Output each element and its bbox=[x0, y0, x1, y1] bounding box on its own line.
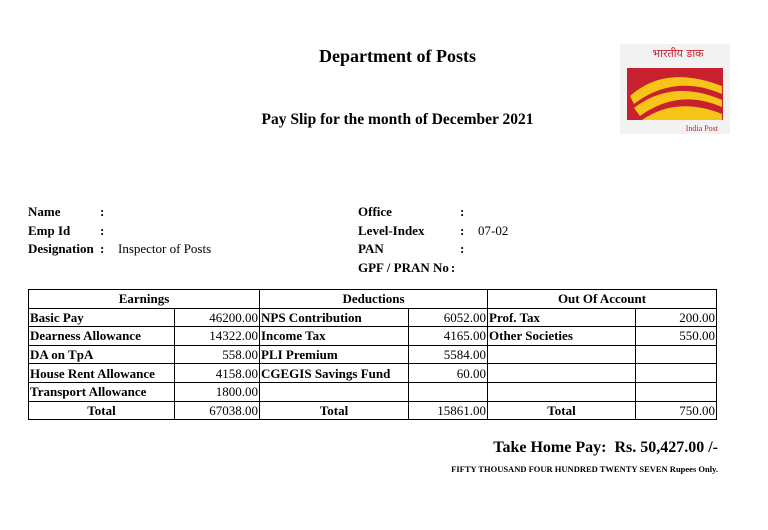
pan-label: PAN bbox=[358, 241, 384, 256]
table-row bbox=[29, 327, 717, 346]
out-of-account-total-value: 750.00 bbox=[636, 401, 717, 420]
deduction-value: 4165.00 bbox=[409, 327, 488, 346]
deductions-total-value: 15861.00 bbox=[409, 401, 488, 420]
gpf-colon: : bbox=[450, 259, 456, 275]
page-title: Department of Posts bbox=[319, 46, 476, 66]
deduction-label: Income Tax bbox=[260, 327, 409, 346]
deduction-value: 5584.00 bbox=[409, 345, 488, 364]
totals-row bbox=[29, 401, 717, 420]
designation-label: Designation bbox=[28, 241, 94, 256]
earning-value: 4158.00 bbox=[175, 364, 260, 383]
logo-english-text: India Post bbox=[685, 124, 718, 133]
level-colon: : bbox=[460, 222, 465, 238]
take-home-value: Rs. 50,427.00 /- bbox=[614, 439, 718, 456]
deduction-value bbox=[409, 382, 488, 401]
earning-label: House Rent Allowance bbox=[29, 364, 175, 383]
take-home-pay bbox=[493, 439, 718, 457]
deduction-label bbox=[260, 382, 409, 401]
amount-in-words: FIFTY THOUSAND FOUR HUNDRED TWENTY SEVEN Rupees Only. bbox=[451, 464, 718, 474]
designation-colon: : bbox=[100, 241, 105, 256]
earning-label: Basic Pay bbox=[29, 308, 175, 327]
out-of-account-value bbox=[636, 345, 717, 364]
gpf-label: GPF / PRAN No bbox=[358, 259, 449, 275]
logo-hindi-text: भारतीय डाक bbox=[652, 47, 704, 60]
level-label: Level-Index bbox=[358, 222, 425, 238]
pan-colon: : bbox=[460, 241, 465, 256]
deduction-value: 60.00 bbox=[409, 364, 488, 383]
deductions-total-label: Total bbox=[260, 401, 409, 420]
designation-value: Inspector of Posts bbox=[118, 241, 212, 256]
out-of-account-label bbox=[488, 345, 636, 364]
deductions-header: Deductions bbox=[260, 290, 488, 309]
out-of-account-value bbox=[636, 364, 717, 383]
table-row bbox=[29, 382, 717, 401]
out-of-account-value: 550.00 bbox=[636, 327, 717, 346]
table-header-row bbox=[29, 290, 717, 309]
deduction-value: 6052.00 bbox=[409, 308, 488, 327]
deduction-label: CGEGIS Savings Fund bbox=[260, 364, 409, 383]
table-row bbox=[29, 308, 717, 327]
out-of-account-label bbox=[488, 382, 636, 401]
earning-value: 46200.00 bbox=[175, 308, 260, 327]
office-label: Office bbox=[358, 204, 392, 219]
out-of-account-value bbox=[636, 382, 717, 401]
employee-info-right bbox=[358, 203, 658, 277]
out-of-account-label bbox=[488, 364, 636, 383]
earnings-total-value: 67038.00 bbox=[175, 401, 260, 420]
out-of-account-label: Prof. Tax bbox=[488, 308, 636, 327]
employee-info-left bbox=[28, 203, 348, 259]
earnings-total-label: Total bbox=[29, 401, 175, 420]
india-post-logo-icon bbox=[620, 44, 730, 134]
empid-label: Emp Id bbox=[28, 222, 71, 238]
out-of-account-total-label: Total bbox=[488, 401, 636, 420]
take-home-label: Take Home Pay: bbox=[493, 439, 607, 456]
level-value: 07-02 bbox=[478, 222, 509, 238]
empid-colon: : bbox=[100, 222, 105, 238]
office-colon: : bbox=[460, 204, 465, 219]
pay-table bbox=[28, 289, 717, 420]
earning-value: 1800.00 bbox=[175, 382, 260, 401]
earnings-header: Earnings bbox=[29, 290, 260, 309]
name-label: Name bbox=[28, 204, 61, 219]
deduction-label: NPS Contribution bbox=[260, 308, 409, 327]
out-of-account-label: Other Societies bbox=[488, 327, 636, 346]
table-row bbox=[29, 364, 717, 383]
out-of-account-header: Out Of Account bbox=[488, 290, 717, 309]
out-of-account-value: 200.00 bbox=[636, 308, 717, 327]
earning-label: DA on TpA bbox=[29, 345, 175, 364]
earning-value: 14322.00 bbox=[175, 327, 260, 346]
deduction-label: PLI Premium bbox=[260, 345, 409, 364]
name-colon: : bbox=[100, 204, 105, 219]
table-row bbox=[29, 345, 717, 364]
india-post-logo bbox=[620, 44, 730, 134]
payslip-subtitle: Pay Slip for the month of December 2021 bbox=[261, 111, 534, 128]
earning-value: 558.00 bbox=[175, 345, 260, 364]
earning-label: Transport Allowance bbox=[29, 382, 175, 401]
earning-label: Dearness Allowance bbox=[29, 327, 175, 346]
